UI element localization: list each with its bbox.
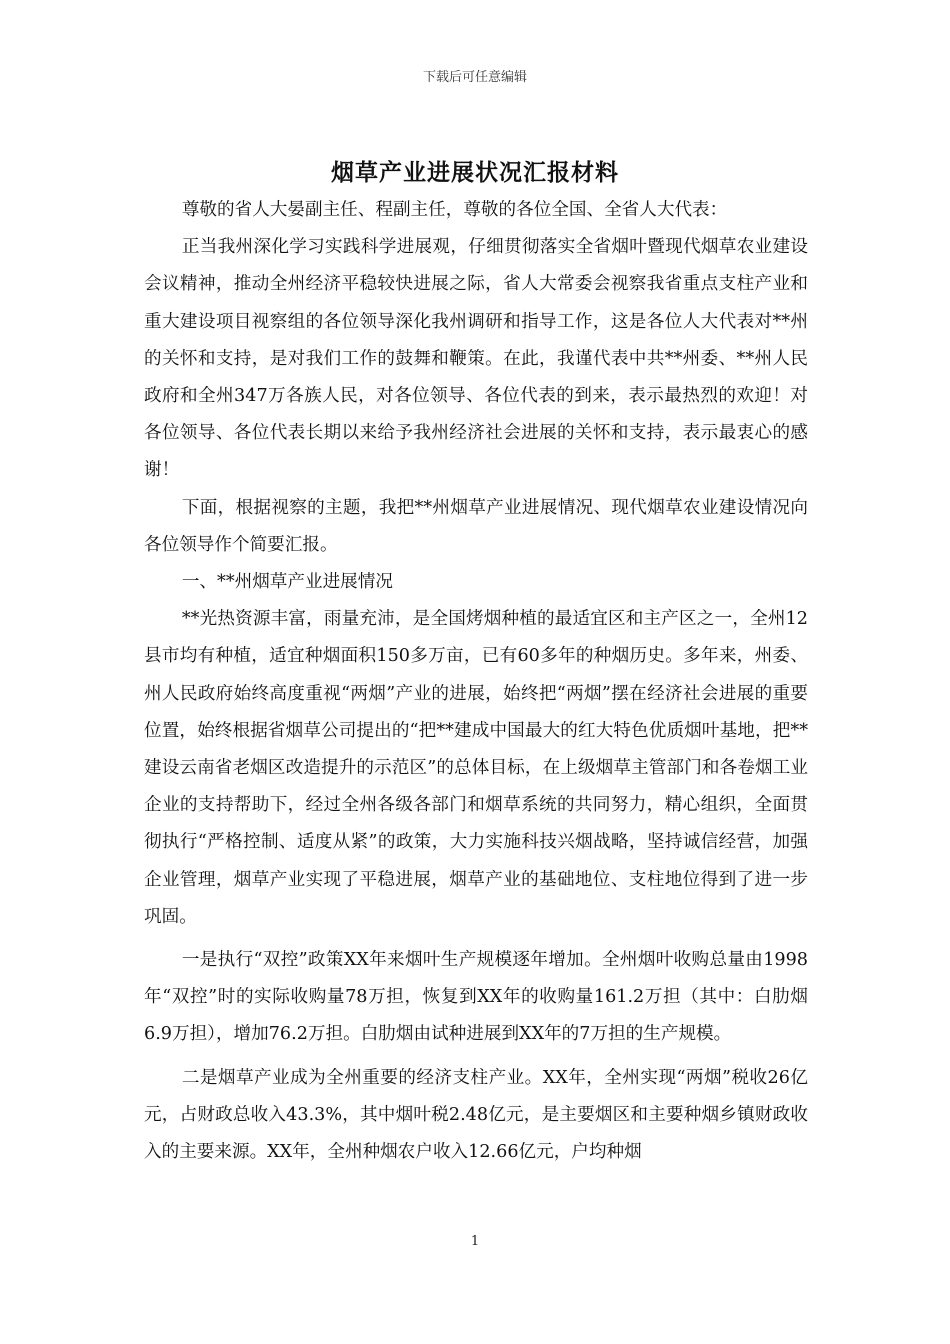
body-paragraph: 下面，根据视察的主题，我把**州烟草产业进展情况、现代烟草农业建设情况向各位领导作个简要汇报。: [144, 497, 808, 555]
document-body: [144, 192, 808, 1171]
page-number: 1: [470, 1234, 480, 1249]
document-title: 烟草产业进展状况汇报材料: [331, 159, 619, 186]
salutation-paragraph: 尊敬的省人大晏副主任、程副主任，尊敬的各位全国、全省人大代表：: [181, 200, 728, 220]
body-paragraph: 一是执行“双控”政策XX年来烟叶生产规模逐年增加。全州烟叶收购总量由1998年“双控”时的实际收购量78万担，恢复到XX年的收购量161.2万担（其中：白肋烟6.9万担），增加76.2万担。白肋烟由试种进展到XX年的7万担的生产规模。: [144, 950, 808, 1045]
body-paragraph: 正当我州深化学习实践科学进展观，仔细贯彻落实全省烟叶暨现代烟草农业建设会议精神，推动全州经济平稳较快进展之际，省人大常委会视察我省重点支柱产业和重大建设项目视察组的各位领导深化我州调研和指导工作，这是各位人大代表对**州的关怀和支持，是对我们工作的鼓舞和鞭策。在此，我谨代表中共**州委、**州人民政府和全州347万各族人民，对各位领导、各位代表的到来，表示最热烈的欢迎！对各位领导、各位代表长期以来给予我州经济社会进展的关怀和支持，表示最衷心的感谢！: [144, 237, 808, 481]
section-heading: 一、**州烟草产业进展情况: [181, 572, 393, 593]
body-paragraph: **光热资源丰富，雨量充沛，是全国烤烟种植的最适宜区和主产区之一，全州12县市均有种植，适宜种烟面积150多万亩，已有60多年的种烟历史。多年来，州委、州人民政府始终高度重视“两烟”产业的进展，始终把“两烟”摆在经济社会进展的重要位置，始终根据省烟草公司提出的“把**建成中国最大的红大特色优质烟叶基地，把**建设云南省老烟区改造提升的示范区”的总体目标，在上级烟草主管部门和各卷烟工业企业的支持帮助下，经过全州各级各部门和烟草系统的共同努力，精心组织，全面贯彻执行“严格控制、适度从紧”的政策，大力实施科技兴烟战略，坚持诚信经营，加强企业管理，烟草产业实现了平稳进展，烟草产业的基础地位、支柱地位得到了进一步巩固。: [144, 609, 808, 927]
body-paragraph: 二是烟草产业成为全州重要的经济支柱产业。XX年，全州实现“两烟”税收26亿元，占财政总收入43.3%，其中烟叶税2.48亿元，是主要烟区和主要种烟乡镇财政收入的主要来源。XX年，全州种烟农户收入12.66亿元，户均种烟: [144, 1067, 808, 1163]
page-header: 下载后可任意编辑: [422, 70, 527, 85]
